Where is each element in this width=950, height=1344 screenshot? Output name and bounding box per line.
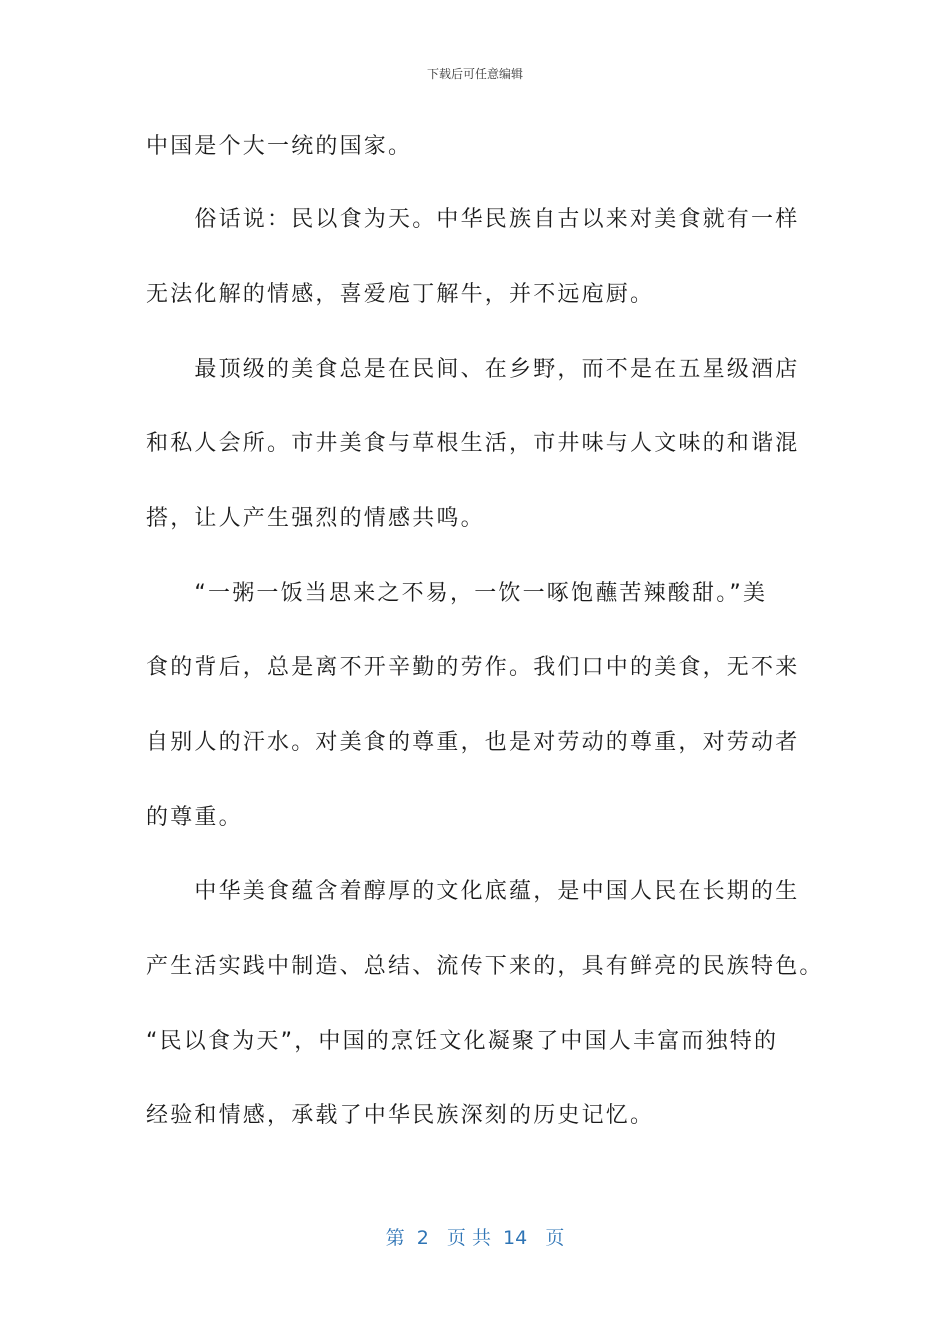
text-line-5: 和私人会所。市井美食与草根生活，市井味与人文味的和谐混 [146,431,800,456]
text-line-1: 中国是个大一统的国家。 [146,134,413,159]
text-line-3: 无法化解的情感，喜爱庖丁解牛，并不远庖厨。 [146,282,655,307]
text-line-12: 产生活实践中制造、总结、流传下来的，具有鲜亮的民族特色。 [146,954,824,979]
text-line-9: 自别人的汗水。对美食的尊重，也是对劳动的尊重，对劳动者 [146,730,800,755]
text-line-14: 经验和情感，承载了中华民族深刻的历史记忆。 [146,1103,655,1128]
text-line-7: “一粥一饭当思来之不易，一饮一啄饱蘸苦辣酸甜。”美 [146,581,768,606]
page-number-footer: 第 2 页 共 14 页 [385,1227,565,1249]
text-line-6: 搭，让人产生强烈的情感共鸣。 [146,506,485,531]
text-line-10: 的尊重。 [146,805,243,830]
page-header-note: 下载后可任意编辑 [426,67,523,81]
text-line-8: 食的背后，总是离不开辛勤的劳作。我们口中的美食，无不来 [146,655,800,680]
text-line-4: 最顶级的美食总是在民间、在乡野，而不是在五星级酒店 [146,357,800,382]
text-line-11: 中华美食蕴含着醇厚的文化底蕴，是中国人民在长期的生 [146,879,800,904]
text-line-2: 俗话说：民以食为天。中华民族自古以来对美食就有一样 [146,207,800,232]
text-line-13: “民以食为天”，中国的烹饪文化凝聚了中国人丰富而独特的 [146,1029,779,1054]
